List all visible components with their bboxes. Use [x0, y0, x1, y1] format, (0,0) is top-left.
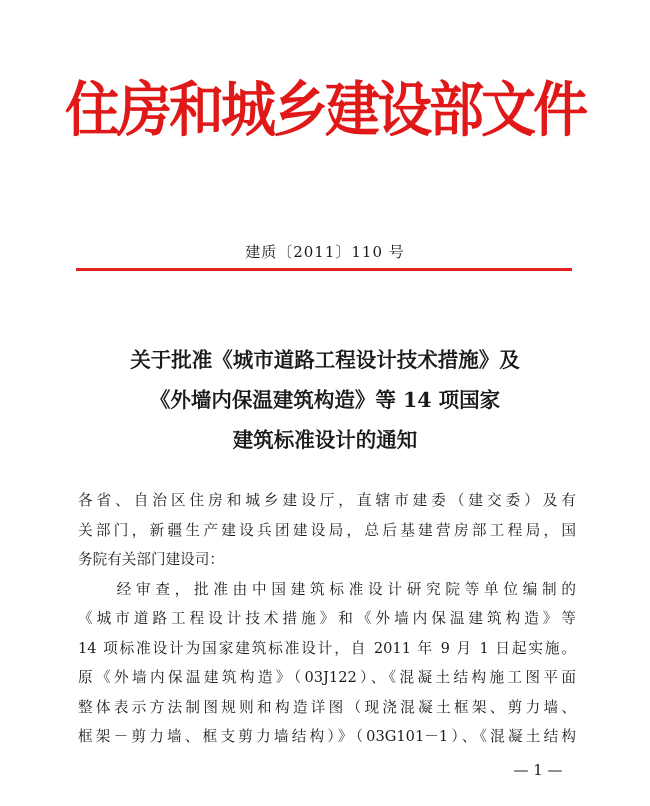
notice-body — [78, 486, 576, 752]
red-divider — [76, 268, 572, 271]
page-number: — 1 — — [513, 761, 563, 779]
body-line: 《城市道路工程设计技术措施》和《外墙内保温建筑构造》等 — [78, 610, 576, 627]
body-line: 框架－剪力墙、框支剪力墙结构）》（03G101－1）、《混凝土结构 — [78, 728, 576, 745]
body-line: 各省、自治区住房和城乡建设厅，直辖市建委（建交委）及有 — [78, 492, 576, 509]
body-line: 务院有关部门建设司： — [78, 551, 224, 568]
notice-title — [0, 340, 650, 460]
title-line: 《外墙内保温建筑构造》等 14 项国家 — [149, 388, 501, 412]
title-line: 建筑标准设计的通知 — [232, 428, 418, 452]
body-line: 14 项标准设计为国家建筑标准设计，自 2011 年 9 月 1 日起实施。 — [78, 639, 576, 657]
title-line: 关于批准《城市道路工程设计技术措施》及 — [130, 348, 520, 372]
body-line: 经审查，批准由中国建筑标准设计研究院等单位编制的 — [78, 580, 576, 598]
body-line: 关部门，新疆生产建设兵团建设局，总后基建营房部工程局，国 — [78, 521, 576, 539]
body-line: 整体表示方法制图规则和构造详图（现浇混凝土框架、剪力墙、 — [78, 698, 576, 716]
document-number: 建质〔2011〕110 号 — [245, 243, 405, 261]
masthead: 住房和城乡建设部文件 — [64, 75, 585, 145]
body-line: 原《外墙内保温建筑构造》（03J122）、《混凝土结构施工图平面 — [78, 669, 576, 686]
